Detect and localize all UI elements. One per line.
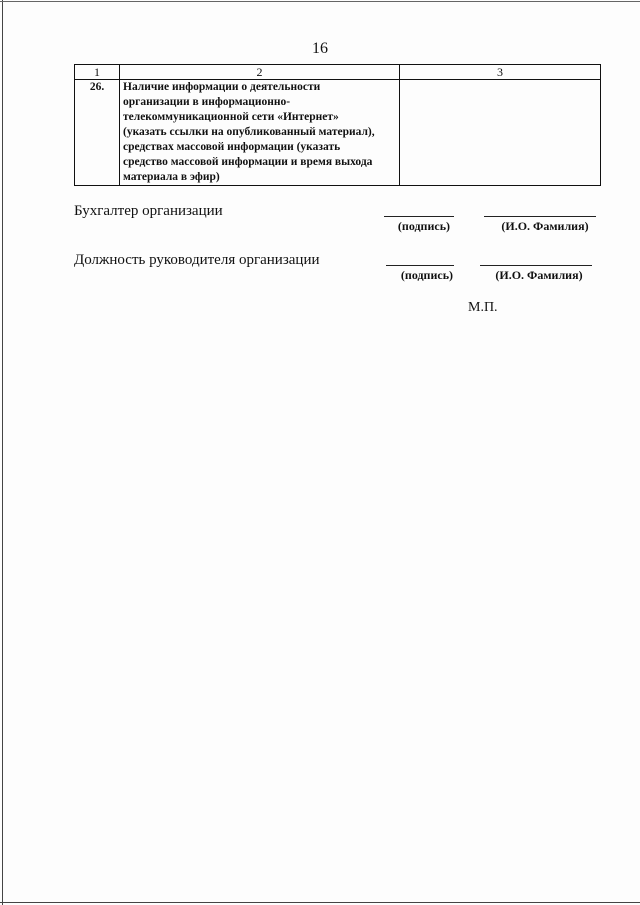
head-name-line <box>480 265 592 266</box>
accountant-name-line <box>484 216 596 217</box>
head-position-label: Должность руководителя организации <box>74 252 320 268</box>
stamp-placeholder: М.П. <box>468 300 498 315</box>
row-description: Наличие информации о деятельности организации в информационно- телекоммуникационной сети «Интернет» (указать ссылки на опубликованный материал), средствах массовой информации (указать средство массовой информации и время выхода материала в эфир) <box>120 80 400 186</box>
head-signature-line <box>386 265 454 266</box>
table-row <box>75 80 601 186</box>
head-signature-caption: (подпись) <box>400 268 454 282</box>
table-header-row <box>75 65 601 80</box>
page-number: 16 <box>312 40 328 57</box>
column-header-1: 1 <box>75 65 120 80</box>
column-header-3: 3 <box>400 65 601 80</box>
accountant-name-caption: (И.О. Фамилия) <box>501 219 589 233</box>
row-number: 26. <box>75 80 120 186</box>
scan-edge-left <box>2 0 3 905</box>
head-name-caption: (И.О. Фамилия) <box>495 268 583 282</box>
report-table <box>74 64 601 186</box>
accountant-signature-caption: (подпись) <box>397 219 451 233</box>
accountant-label: Бухгалтер организации <box>74 203 223 219</box>
column-header-2: 2 <box>120 65 400 80</box>
scan-edge-bottom <box>0 902 640 903</box>
scan-edge-top <box>0 1 640 2</box>
accountant-signature-line <box>384 216 454 217</box>
row-value <box>400 80 601 186</box>
